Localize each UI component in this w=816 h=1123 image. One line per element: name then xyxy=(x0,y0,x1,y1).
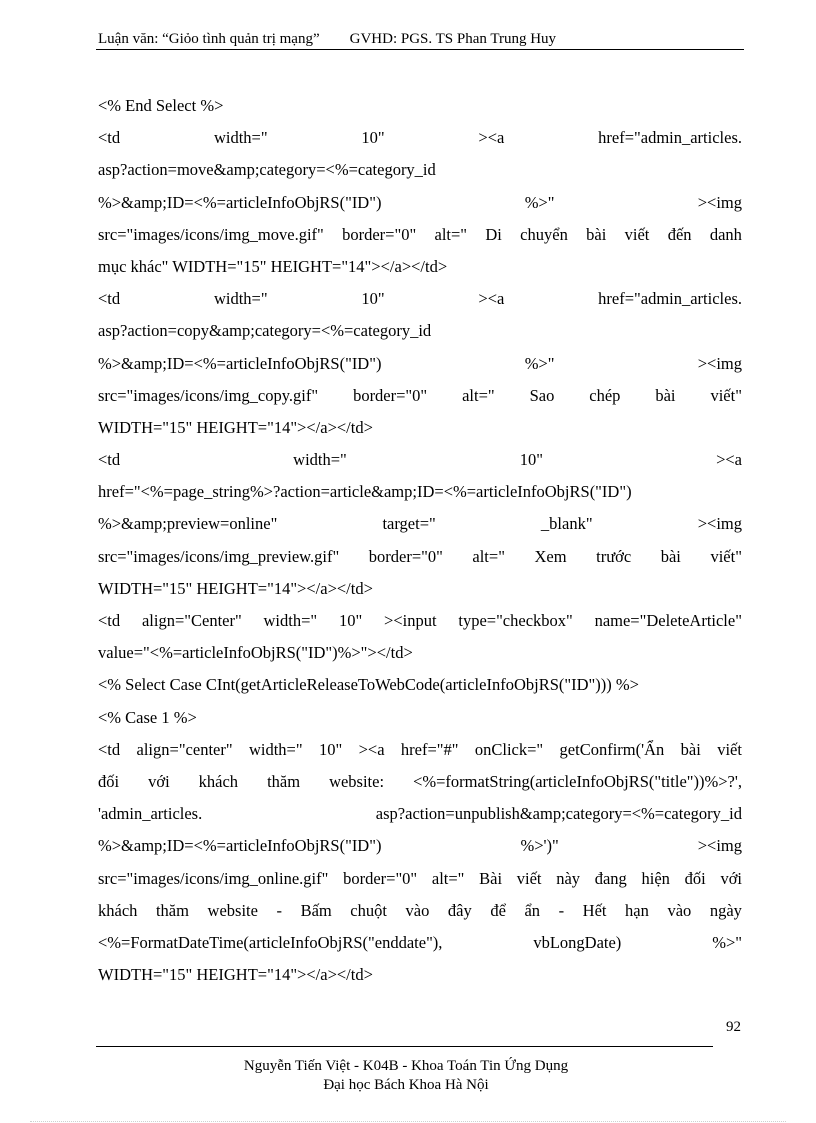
code-token: asp?action=copy&amp;category=<%=category_id xyxy=(98,321,432,341)
thesis-title: Luận văn: “Giỏo tình quản trị mạng” xyxy=(98,31,320,47)
code-token: ẩn xyxy=(524,900,541,920)
code-token: href="admin_articles. xyxy=(598,289,742,309)
code-token: ><img xyxy=(697,353,742,373)
code-line xyxy=(98,187,742,219)
code-token: ><a xyxy=(358,739,385,759)
page-number: 92 xyxy=(726,1019,741,1035)
code-token: ><img xyxy=(697,836,742,856)
code-token: đang xyxy=(594,868,627,888)
code-token: 10" xyxy=(338,611,363,630)
code-line xyxy=(98,219,742,251)
code-line xyxy=(98,573,742,605)
code-token: %>&amp;ID=<%=articleInfoObjRS("ID") xyxy=(98,353,382,373)
code-token: 10" xyxy=(318,739,343,759)
code-token: getConfirm('Ẩn xyxy=(559,739,665,759)
code-token: %>" xyxy=(524,353,555,373)
code-token: src="images/icons/img_move.gif" xyxy=(98,224,324,244)
code-line xyxy=(98,927,742,959)
code-line xyxy=(98,863,742,895)
code-token: asp?action=unpublish&amp;category=<%=category_id xyxy=(375,804,742,824)
code-token: %>" xyxy=(712,932,742,952)
code-token: này xyxy=(556,868,581,888)
code-token: width=" xyxy=(248,739,303,759)
code-token: <td xyxy=(98,739,121,759)
code-token: value="<%=articleInfoObjRS("ID")%>"></td> xyxy=(98,643,413,663)
code-line xyxy=(98,798,742,830)
code-token: danh xyxy=(709,224,742,244)
code-token: border="0" xyxy=(343,868,418,888)
code-line xyxy=(98,154,742,186)
code-token: width=" xyxy=(263,611,318,630)
code-token: Di xyxy=(485,224,502,244)
code-token: thăm xyxy=(267,771,301,791)
code-token: target=" xyxy=(382,514,436,534)
code-token: 10" xyxy=(361,289,385,309)
code-token: onClick=" xyxy=(474,739,544,759)
code-token: <td xyxy=(98,450,121,470)
code-token: <%=formatString(articleInfoObjRS("title"))%>?', xyxy=(413,771,742,791)
code-listing xyxy=(98,90,742,991)
code-line xyxy=(98,766,742,798)
code-token: %>')" xyxy=(520,836,559,856)
code-token: viết xyxy=(717,739,742,759)
code-token: asp?action=move&amp;category=<%=category_id xyxy=(98,160,436,180)
code-token: đối xyxy=(684,868,706,888)
code-token: đến xyxy=(667,224,692,244)
code-token: border="0" xyxy=(342,224,417,244)
footer-divider xyxy=(96,1046,713,1047)
code-token: website xyxy=(207,900,258,920)
code-token: khách xyxy=(198,771,239,791)
code-token: %>&amp;ID=<%=articleInfoObjRS("ID") xyxy=(98,836,382,856)
code-token: alt=" xyxy=(434,224,468,244)
code-line xyxy=(98,315,742,347)
code-token: viết" xyxy=(710,385,742,405)
code-token: src="images/icons/img_preview.gif" xyxy=(98,546,340,566)
code-token: href="#" xyxy=(400,739,459,759)
code-token: 10" xyxy=(519,450,544,470)
code-token: src="images/icons/img_online.gif" xyxy=(98,868,329,888)
code-token: hạn xyxy=(625,900,649,920)
code-token: 'admin_articles. xyxy=(98,804,203,824)
code-token: ><a xyxy=(478,128,505,148)
code-token: ><input xyxy=(384,611,437,630)
code-token: <td xyxy=(98,289,121,309)
code-token: ><a xyxy=(716,450,742,470)
code-line xyxy=(98,90,742,122)
code-token: bài xyxy=(655,385,676,405)
code-token: khách xyxy=(98,900,138,920)
code-line xyxy=(98,669,742,701)
code-token: thăm xyxy=(155,900,189,920)
code-token: <%=FormatDateTime(articleInfoObjRS("enddate"), xyxy=(98,932,443,952)
code-token: để xyxy=(490,900,506,920)
code-token: trước xyxy=(596,546,632,566)
code-token: <% Case 1 %> xyxy=(98,707,197,727)
code-token: <td xyxy=(98,128,121,148)
code-token: Hết xyxy=(582,900,607,920)
code-token: Sao xyxy=(529,385,555,405)
code-token: mục khác" WIDTH="15" HEIGHT="14"></a></td> xyxy=(98,256,448,276)
code-line xyxy=(98,348,742,380)
code-token: chuyển xyxy=(520,224,568,244)
code-token: bài xyxy=(680,739,701,759)
code-token: 10" xyxy=(361,128,385,148)
code-token: alt=" xyxy=(431,868,465,888)
code-token: đây xyxy=(447,900,472,920)
code-token: src="images/icons/img_copy.gif" xyxy=(98,385,319,405)
code-token: align="center" xyxy=(136,739,233,759)
header-divider xyxy=(96,49,744,50)
code-token: ngày xyxy=(709,900,742,920)
code-line xyxy=(98,412,742,444)
page-bottom-border xyxy=(30,1121,786,1122)
code-token: Bài xyxy=(479,868,503,888)
code-token: width=" xyxy=(293,450,347,470)
code-token: với xyxy=(148,771,170,791)
code-token: type="checkbox" xyxy=(458,611,573,630)
code-token: border="0" xyxy=(353,385,428,405)
code-token: width=" xyxy=(213,289,268,309)
code-token: vào xyxy=(405,900,430,920)
code-token: alt=" xyxy=(472,546,505,566)
code-token: viết xyxy=(624,224,650,244)
footer-university: Đại học Bách Khoa Hà Nội xyxy=(323,1077,489,1093)
code-token: ><img xyxy=(697,192,742,212)
code-line xyxy=(98,830,742,862)
code-token: - xyxy=(558,900,565,920)
code-line xyxy=(98,702,742,734)
code-token: vbLongDate) xyxy=(533,932,622,952)
code-token: <td xyxy=(98,611,121,630)
code-token: bài xyxy=(660,546,681,566)
code-token: width=" xyxy=(213,128,268,148)
code-token: bài xyxy=(586,224,607,244)
code-token: border="0" xyxy=(368,546,443,566)
code-line xyxy=(98,508,742,540)
page-footer xyxy=(96,1057,716,1095)
code-line xyxy=(98,734,742,766)
code-token: hiện xyxy=(641,868,670,888)
code-token: Bấm xyxy=(300,900,332,920)
footer-author: Nguyễn Tiến Việt - K04B - Khoa Toán Tin Ứng Dụng xyxy=(243,1058,569,1074)
code-token: <% End Select %> xyxy=(98,96,224,115)
code-token: với xyxy=(720,868,742,888)
code-token: đối xyxy=(98,771,120,791)
code-token: _blank" xyxy=(540,514,593,534)
code-token: viết" xyxy=(710,546,742,566)
code-token: WIDTH="15" HEIGHT="14"></a></td> xyxy=(98,578,373,598)
advisor-name: GVHD: PGS. TS Phan Trung Huy xyxy=(349,31,557,47)
code-token: alt=" xyxy=(462,385,495,405)
code-line xyxy=(98,251,742,283)
code-token: - xyxy=(276,900,282,920)
code-token: href="admin_articles. xyxy=(598,128,742,148)
code-token: %>" xyxy=(524,192,555,212)
code-token: ><a xyxy=(478,289,505,309)
code-token: <% Select Case CInt(getArticleReleaseToWebCode(articleInfoObjRS("ID"))) %> xyxy=(98,675,639,695)
code-token: align="Center" xyxy=(141,611,242,630)
code-token: Xem xyxy=(534,546,567,566)
code-line xyxy=(98,541,742,573)
code-token: viết xyxy=(516,868,542,888)
code-token: %>&amp;preview=online" xyxy=(98,514,278,534)
code-token: vào xyxy=(667,900,692,920)
code-token: ><img xyxy=(697,514,742,534)
code-line xyxy=(98,122,742,154)
code-line xyxy=(98,959,742,991)
code-line xyxy=(98,283,742,315)
code-token: name="DeleteArticle" xyxy=(594,611,742,630)
code-token: href="<%=page_string%>?action=article&amp;ID=<%=articleInfoObjRS("ID") xyxy=(98,482,632,502)
code-token: WIDTH="15" HEIGHT="14"></a></td> xyxy=(98,417,373,437)
code-token: %>&amp;ID=<%=articleInfoObjRS("ID") xyxy=(98,192,382,212)
code-token: website: xyxy=(329,771,385,791)
code-line xyxy=(98,380,742,412)
code-token: WIDTH="15" HEIGHT="14"></a></td> xyxy=(98,965,373,985)
page-header xyxy=(98,30,742,48)
code-token: chép xyxy=(589,385,621,405)
code-token: chuột xyxy=(350,900,387,920)
code-line xyxy=(98,895,742,927)
code-line xyxy=(98,476,742,508)
code-line xyxy=(98,444,742,476)
code-line xyxy=(98,605,742,637)
code-line xyxy=(98,637,742,669)
